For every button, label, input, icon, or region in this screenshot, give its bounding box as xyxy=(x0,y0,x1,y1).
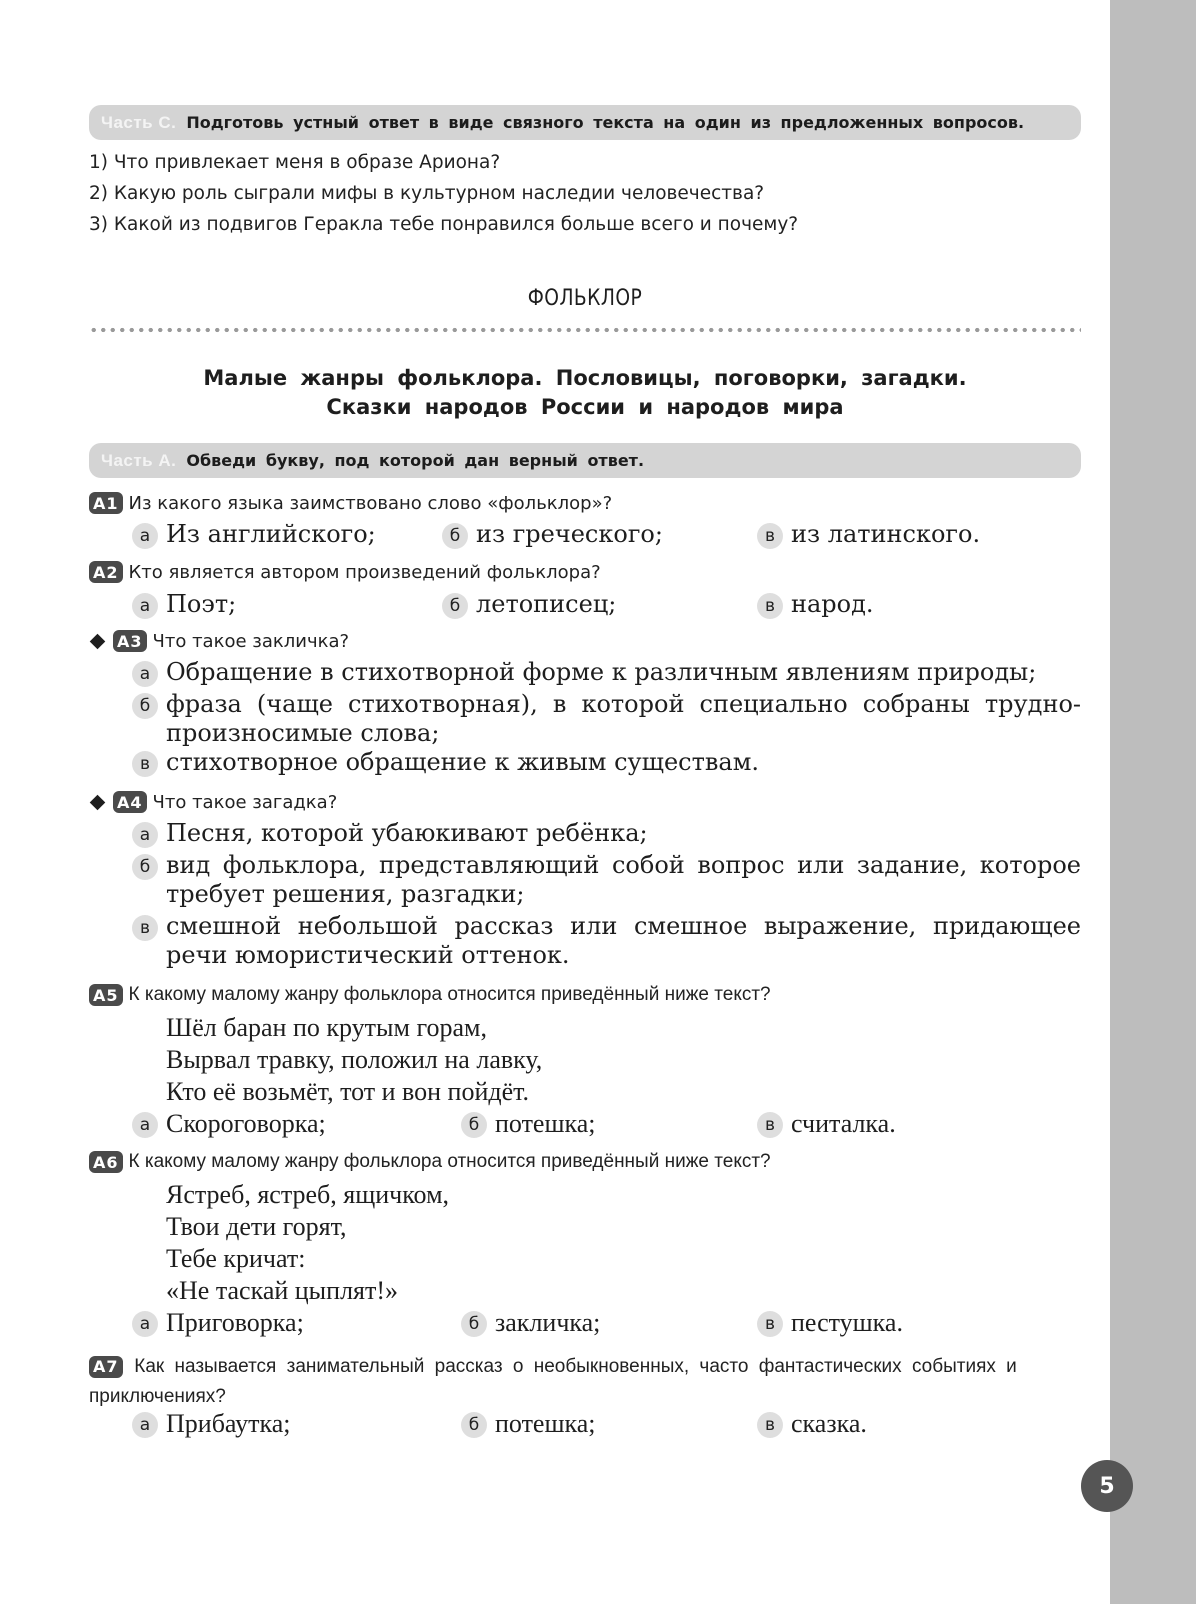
option-letter[interactable]: а xyxy=(132,1112,158,1138)
option-letter[interactable]: б xyxy=(461,1412,487,1438)
question-text: Что такое загадка? xyxy=(152,791,338,813)
option-text: Приговорка; xyxy=(166,1308,304,1337)
poem-a6 xyxy=(166,1179,449,1307)
question-badge: A3 xyxy=(113,630,147,652)
option-text: народ. xyxy=(791,590,874,618)
page-number-badge: 5 xyxy=(1081,1460,1133,1512)
option-a4-c[interactable] xyxy=(132,912,1081,970)
option-a1-c[interactable] xyxy=(757,520,980,549)
option-a4-b[interactable] xyxy=(132,851,1081,909)
option-text: потешка; xyxy=(495,1109,596,1138)
option-a5-c[interactable] xyxy=(757,1109,896,1138)
option-letter[interactable]: в xyxy=(757,593,783,619)
option-letter[interactable]: а xyxy=(132,1412,158,1438)
question-badge: A6 xyxy=(89,1151,123,1173)
poem-a5 xyxy=(166,1012,542,1108)
option-text: Скороговорка; xyxy=(166,1109,326,1138)
option-a5-a[interactable] xyxy=(132,1109,326,1138)
option-text: Обращение в стихотворной форме к различным явлениям природы; xyxy=(166,658,1037,686)
option-text: закличка; xyxy=(495,1308,601,1337)
option-letter[interactable]: б xyxy=(442,593,468,619)
page-edge-strip xyxy=(1110,0,1196,1604)
option-letter[interactable]: а xyxy=(132,822,158,848)
option-text: из латинского. xyxy=(791,520,981,548)
option-letter[interactable]: в xyxy=(757,1412,783,1438)
option-text: считалка. xyxy=(791,1109,896,1138)
option-text: Прибаутка; xyxy=(166,1409,291,1438)
poem-line: Ястреб, ястреб, ящичком, xyxy=(166,1180,450,1209)
poem-line: Кто её возьмёт, тот и вон пойдёт. xyxy=(166,1077,530,1106)
option-letter[interactable]: в xyxy=(132,915,158,941)
option-letter[interactable]: б xyxy=(461,1311,487,1337)
option-text: Из английского; xyxy=(166,520,376,548)
option-text: Поэт; xyxy=(166,590,237,618)
part-c-label: Часть С. xyxy=(101,112,177,132)
question-a4 xyxy=(89,791,337,813)
question-a2 xyxy=(89,561,601,583)
question-a3 xyxy=(89,630,349,652)
poem-line: Твои дети горят, xyxy=(166,1212,347,1241)
option-text: потешка; xyxy=(495,1409,596,1438)
part-c-instruction: Подготовь устный ответ в виде связного текста на один из предложенных вопросов. xyxy=(186,113,1025,132)
part-c-question-3: 3) Какой из подвигов Геракла тебе понравился больше всего и почему? xyxy=(89,214,799,235)
question-badge: A7 xyxy=(89,1356,123,1378)
option-a7-b[interactable] xyxy=(461,1409,596,1438)
question-badge: A1 xyxy=(89,492,123,514)
diamond-marker-icon xyxy=(90,633,106,649)
question-text: Как называется занимательный рассказ о необыкновенных, часто фантастических событиях и приключениях? xyxy=(89,1356,1017,1407)
question-text: Что такое закличка? xyxy=(152,630,350,652)
option-a2-c[interactable] xyxy=(757,590,874,619)
option-letter[interactable]: в xyxy=(757,1311,783,1337)
diamond-marker-icon xyxy=(90,794,106,810)
question-a7 xyxy=(89,1352,1081,1412)
question-text: Из какого языка заимствовано слово «фольклор»? xyxy=(128,492,613,514)
option-text: Песня, которой убаюкивают ребёнка; xyxy=(166,819,648,847)
option-letter[interactable]: б xyxy=(132,693,158,719)
option-letter[interactable]: б xyxy=(461,1112,487,1138)
option-text: пестушка. xyxy=(791,1308,903,1337)
question-a1 xyxy=(89,492,612,514)
option-text: вид фольклора, представляющий собой вопрос или задание, которое требует решения, разгадки; xyxy=(166,851,1081,908)
option-a3-a[interactable] xyxy=(132,658,1081,687)
poem-line: «Не таскай цыплят!» xyxy=(166,1276,399,1305)
option-a2-a[interactable] xyxy=(132,590,236,619)
part-a-label: Часть А. xyxy=(101,450,177,470)
question-badge: A5 xyxy=(89,984,123,1006)
option-text: фраза (чаще стихотворная), в которой специально собраны трудно-произносимые слова; xyxy=(166,690,1081,747)
section-title: ФОЛЬКЛОР xyxy=(527,286,643,311)
question-badge: A2 xyxy=(89,561,123,583)
option-a6-a[interactable] xyxy=(132,1308,304,1337)
option-letter[interactable]: а xyxy=(132,1311,158,1337)
option-a3-c[interactable] xyxy=(132,748,1081,777)
option-letter[interactable]: б xyxy=(442,523,468,549)
part-c-question-1: 1) Что привлекает меня в образе Ариона? xyxy=(89,152,501,173)
option-a7-a[interactable] xyxy=(132,1409,291,1438)
part-a-instruction: Обведи букву, под которой дан верный ответ. xyxy=(186,451,645,470)
part-c-question-2: 2) Какую роль сыграли мифы в культурном наследии человечества? xyxy=(89,183,765,204)
option-letter[interactable]: б xyxy=(132,854,158,880)
option-a1-a[interactable] xyxy=(132,520,376,549)
option-text: стихотворное обращение к живым существам. xyxy=(166,748,760,776)
option-a2-b[interactable] xyxy=(442,590,616,619)
option-text: летописец; xyxy=(476,590,617,618)
question-a6 xyxy=(89,1151,771,1173)
option-a1-b[interactable] xyxy=(442,520,663,549)
option-a3-b[interactable] xyxy=(132,690,1081,748)
part-c-header xyxy=(89,105,1081,140)
poem-line: Вырвал травку, положил на лавку, xyxy=(166,1045,543,1074)
topic-title-line-2: Сказки народов России и народов мира xyxy=(326,395,844,419)
question-a5 xyxy=(89,984,771,1006)
question-badge: A4 xyxy=(113,791,147,813)
option-a4-a[interactable] xyxy=(132,819,1081,848)
option-a5-b[interactable] xyxy=(461,1109,596,1138)
option-letter[interactable]: а xyxy=(132,523,158,549)
question-text: Кто является автором произведений фольклора? xyxy=(128,561,601,583)
poem-line: Шёл баран по крутым горам, xyxy=(166,1013,487,1042)
option-text: смешной небольшой рассказ или смешное выражение, придающее речи юмористический оттенок. xyxy=(166,912,1081,969)
option-letter[interactable]: в xyxy=(757,523,783,549)
poem-line: Тебе кричат: xyxy=(166,1244,306,1273)
option-letter[interactable]: а xyxy=(132,661,158,687)
option-text: сказка. xyxy=(791,1409,867,1438)
option-letter[interactable]: в xyxy=(757,1112,783,1138)
option-a7-c[interactable] xyxy=(757,1409,867,1438)
option-a6-b[interactable] xyxy=(461,1308,600,1337)
option-a6-c[interactable] xyxy=(757,1308,903,1337)
option-letter[interactable]: в xyxy=(132,751,158,777)
question-text: К какому малому жанру фольклора относится приведённый ниже текст? xyxy=(128,1151,771,1172)
option-letter[interactable]: а xyxy=(132,593,158,619)
dotted-divider xyxy=(89,327,1081,333)
question-text: К какому малому жанру фольклора относится приведённый ниже текст? xyxy=(128,984,771,1005)
option-text: из греческого; xyxy=(476,520,663,548)
part-a-header xyxy=(89,443,1081,478)
topic-title-line-1: Малые жанры фольклора. Пословицы, поговорки, загадки. xyxy=(203,366,967,390)
